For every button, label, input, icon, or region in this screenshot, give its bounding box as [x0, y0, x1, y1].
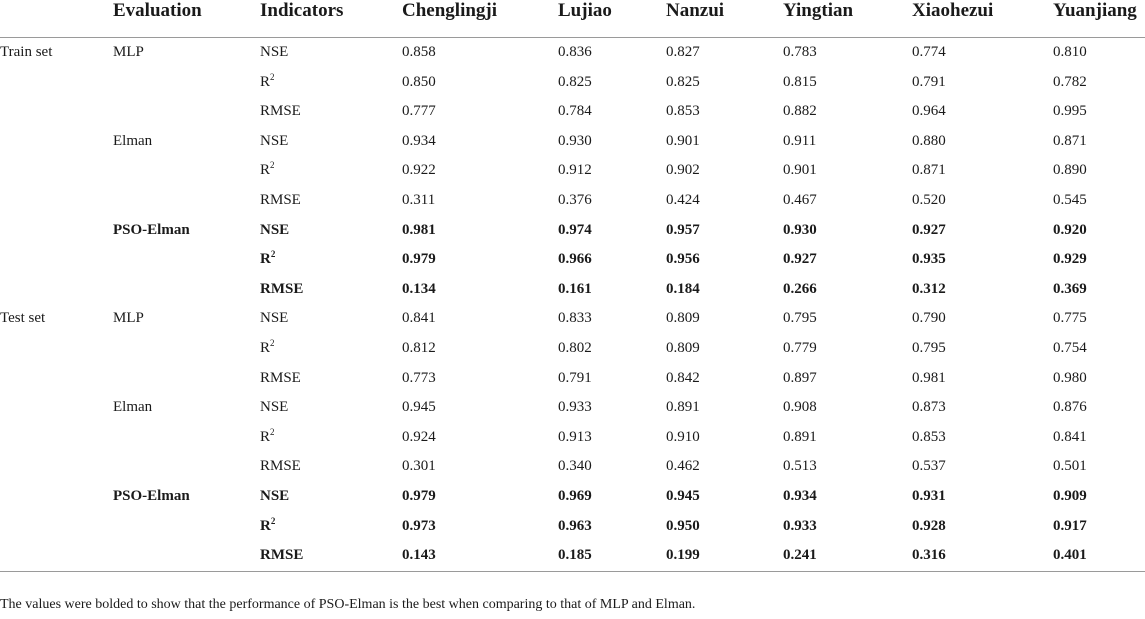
- value-cell: 0.880: [912, 132, 946, 149]
- value-cell: 0.981: [912, 369, 946, 386]
- set-cell: [0, 127, 113, 157]
- model-cell: Elman: [113, 132, 153, 149]
- value-cell: 0.782: [1053, 73, 1087, 90]
- indicator-label: R: [260, 162, 271, 179]
- value-cell: 0.842: [666, 369, 700, 386]
- column-header: Yingtian: [783, 0, 854, 21]
- indicator-label: NSE: [260, 399, 289, 416]
- set-cell: [0, 482, 113, 512]
- indicator-label: RMSE: [260, 280, 304, 297]
- value-cell: 0.853: [666, 103, 700, 120]
- value-cell: 0.871: [1053, 132, 1087, 149]
- table-row: [0, 97, 1145, 127]
- value-cell: 0.777: [402, 103, 436, 120]
- set-cell: [0, 452, 113, 482]
- value-cell: 0.922: [402, 162, 436, 179]
- indicator-cell: [260, 97, 402, 127]
- indicator-cell: [260, 127, 402, 157]
- indicator-cell: [260, 541, 402, 571]
- value-cell: 0.969: [558, 487, 592, 504]
- value-cell: 0.754: [1053, 339, 1087, 356]
- set-cell: [0, 275, 113, 305]
- table-body: [0, 38, 1145, 572]
- value-cell: 0.931: [912, 487, 946, 504]
- model-cell: MLP: [113, 310, 144, 327]
- value-cell: 0.853: [912, 428, 946, 445]
- indicator-superscript: 2: [270, 71, 275, 82]
- value-cell: 0.773: [402, 369, 436, 386]
- value-cell: 0.882: [783, 103, 817, 120]
- value-cell: 0.809: [666, 339, 700, 356]
- value-cell: 0.981: [402, 221, 436, 238]
- value-cell: 0.950: [666, 517, 700, 534]
- indicator-cell: [260, 364, 402, 394]
- value-cell: 0.812: [402, 339, 436, 356]
- indicator-label: NSE: [260, 487, 290, 504]
- value-cell: 0.980: [1053, 369, 1087, 386]
- indicator-cell: [260, 245, 402, 275]
- indicator-superscript: 2: [270, 249, 276, 260]
- indicator-cell: [260, 334, 402, 364]
- value-cell: 0.791: [912, 73, 946, 90]
- model-cell: [113, 97, 260, 127]
- value-cell: 0.873: [912, 399, 946, 416]
- value-cell: 0.809: [666, 310, 700, 327]
- value-cell: 0.369: [1053, 280, 1087, 297]
- value-cell: 0.775: [1053, 310, 1087, 327]
- value-cell: 0.924: [402, 428, 436, 445]
- indicator-superscript: 2: [270, 160, 275, 171]
- set-cell: [0, 186, 113, 216]
- value-cell: 0.143: [402, 547, 436, 564]
- value-cell: 0.945: [402, 399, 436, 416]
- value-cell: 0.791: [558, 369, 592, 386]
- value-cell: 0.784: [558, 103, 592, 120]
- value-cell: 0.927: [783, 251, 817, 268]
- set-cell: [0, 512, 113, 542]
- column-header: Yuanjiang: [1053, 0, 1137, 21]
- value-cell: 0.933: [558, 399, 592, 416]
- value-cell: 0.902: [666, 162, 700, 179]
- value-cell: 0.825: [558, 73, 592, 90]
- value-cell: 0.802: [558, 339, 592, 356]
- value-cell: 0.917: [1053, 517, 1087, 534]
- value-cell: 0.401: [1053, 547, 1087, 564]
- column-header: Evaluation: [113, 0, 202, 21]
- indicator-cell: [260, 393, 402, 423]
- value-cell: 0.928: [912, 517, 946, 534]
- value-cell: 0.910: [666, 428, 700, 445]
- indicator-superscript: 2: [270, 515, 276, 526]
- value-cell: 0.779: [783, 339, 817, 356]
- value-cell: 0.545: [1053, 191, 1087, 208]
- value-cell: 0.185: [558, 547, 592, 564]
- set-cell: [0, 423, 113, 453]
- set-cell: [0, 68, 113, 98]
- value-cell: 0.134: [402, 280, 436, 297]
- indicator-label: R: [260, 73, 271, 90]
- value-cell: 0.810: [1053, 44, 1087, 60]
- table-row: [0, 393, 1145, 423]
- value-cell: 0.301: [402, 458, 436, 475]
- value-cell: 0.890: [1053, 162, 1087, 179]
- value-cell: 0.920: [1053, 221, 1087, 238]
- table-row: [0, 482, 1145, 512]
- indicator-cell: [260, 38, 402, 68]
- value-cell: 0.956: [666, 251, 700, 268]
- indicator-label: NSE: [260, 221, 290, 238]
- value-cell: 0.841: [1053, 428, 1087, 445]
- table-row: [0, 127, 1145, 157]
- value-cell: 0.795: [912, 339, 946, 356]
- value-cell: 0.964: [912, 103, 946, 120]
- value-cell: 0.935: [912, 251, 946, 268]
- column-header: Lujiao: [558, 0, 612, 21]
- value-cell: 0.927: [912, 221, 946, 238]
- indicator-cell: [260, 186, 402, 216]
- table-row: [0, 38, 1145, 68]
- set-cell: Test set: [0, 310, 46, 327]
- value-cell: 0.836: [558, 44, 592, 60]
- model-cell: [113, 423, 260, 453]
- value-cell: 0.312: [912, 280, 946, 297]
- indicator-label: R: [260, 517, 271, 534]
- value-cell: 0.850: [402, 73, 436, 90]
- value-cell: 0.934: [783, 487, 817, 504]
- model-cell: PSO-Elman: [113, 487, 190, 504]
- value-cell: 0.833: [558, 310, 592, 327]
- table-row: [0, 304, 1145, 334]
- value-cell: 0.376: [558, 191, 592, 208]
- table-header: [0, 0, 1145, 38]
- table-row: [0, 216, 1145, 246]
- indicator-label: R: [260, 339, 271, 356]
- set-cell: [0, 156, 113, 186]
- table-row: [0, 512, 1145, 542]
- indicator-label: RMSE: [260, 369, 301, 386]
- table-row: [0, 452, 1145, 482]
- set-cell: [0, 97, 113, 127]
- model-cell: [113, 541, 260, 571]
- indicator-superscript: 2: [270, 426, 275, 437]
- value-cell: 0.340: [558, 458, 592, 475]
- indicator-cell: [260, 216, 402, 246]
- value-cell: 0.827: [666, 44, 700, 60]
- table-row: [0, 275, 1145, 305]
- value-cell: 0.963: [558, 517, 592, 534]
- value-cell: 0.783: [783, 44, 817, 60]
- indicator-cell: [260, 452, 402, 482]
- indicator-superscript: 2: [270, 337, 275, 348]
- value-cell: 0.901: [666, 132, 700, 149]
- model-cell: PSO-Elman: [113, 221, 190, 238]
- table-row: [0, 423, 1145, 453]
- indicator-label: RMSE: [260, 458, 301, 475]
- column-header: Nanzui: [666, 0, 725, 21]
- value-cell: 0.930: [783, 221, 817, 238]
- indicator-label: NSE: [260, 310, 289, 327]
- model-cell: [113, 186, 260, 216]
- column-header: Chenglingji: [402, 0, 498, 21]
- set-cell: [0, 393, 113, 423]
- value-cell: 0.891: [666, 399, 700, 416]
- value-cell: 0.311: [402, 191, 436, 208]
- indicator-label: NSE: [260, 44, 289, 60]
- value-cell: 0.957: [666, 221, 700, 238]
- model-cell: [113, 156, 260, 186]
- indicator-label: NSE: [260, 132, 289, 149]
- value-cell: 0.979: [402, 251, 436, 268]
- value-cell: 0.871: [912, 162, 946, 179]
- value-cell: 0.462: [666, 458, 700, 475]
- set-cell: [0, 334, 113, 364]
- table-row: [0, 334, 1145, 364]
- value-cell: 0.897: [783, 369, 817, 386]
- value-cell: 0.513: [783, 458, 817, 475]
- value-cell: 0.790: [912, 310, 946, 327]
- value-cell: 0.424: [666, 191, 700, 208]
- value-cell: 0.825: [666, 73, 700, 90]
- model-cell: MLP: [113, 44, 144, 60]
- table-footnote: The values were bolded to show that the performance of PSO-Elman is the best when comparing to that of MLP and Elman.: [0, 597, 696, 612]
- model-cell: [113, 334, 260, 364]
- value-cell: 0.930: [558, 132, 592, 149]
- value-cell: 0.501: [1053, 458, 1087, 475]
- table-row: [0, 245, 1145, 275]
- value-cell: 0.467: [783, 191, 817, 208]
- value-cell: 0.316: [912, 547, 946, 564]
- table-row: [0, 68, 1145, 98]
- indicator-label: R: [260, 251, 271, 268]
- value-cell: 0.974: [558, 221, 592, 238]
- set-cell: [0, 364, 113, 394]
- table-row: [0, 186, 1145, 216]
- value-cell: 0.858: [402, 44, 436, 60]
- value-cell: 0.911: [783, 132, 817, 149]
- value-cell: 0.979: [402, 487, 436, 504]
- indicator-cell: [260, 156, 402, 186]
- indicator-label: R: [260, 428, 271, 445]
- value-cell: 0.901: [783, 162, 817, 179]
- value-cell: 0.909: [1053, 487, 1087, 504]
- model-cell: [113, 275, 260, 305]
- value-cell: 0.908: [783, 399, 817, 416]
- column-header: Indicators: [260, 0, 344, 21]
- indicator-cell: [260, 68, 402, 98]
- value-cell: 0.815: [783, 73, 817, 90]
- table-row: [0, 364, 1145, 394]
- model-cell: [113, 245, 260, 275]
- indicator-cell: [260, 482, 402, 512]
- value-cell: 0.945: [666, 487, 700, 504]
- value-cell: 0.537: [912, 458, 946, 475]
- column-header: Xiaohezui: [912, 0, 994, 21]
- value-cell: 0.913: [558, 428, 592, 445]
- indicator-cell: [260, 512, 402, 542]
- indicator-label: RMSE: [260, 103, 301, 120]
- value-cell: 0.199: [666, 547, 700, 564]
- value-cell: 0.929: [1053, 251, 1087, 268]
- value-cell: 0.795: [783, 310, 817, 327]
- value-cell: 0.995: [1053, 103, 1087, 120]
- column-header: [0, 0, 113, 38]
- value-cell: 0.241: [783, 547, 817, 564]
- value-cell: 0.161: [558, 280, 592, 297]
- set-cell: [0, 216, 113, 246]
- indicator-cell: [260, 275, 402, 305]
- value-cell: 0.973: [402, 517, 436, 534]
- value-cell: 0.520: [912, 191, 946, 208]
- model-cell: Elman: [113, 399, 153, 416]
- set-cell: [0, 245, 113, 275]
- model-cell: [113, 68, 260, 98]
- value-cell: 0.266: [783, 280, 817, 297]
- value-cell: 0.876: [1053, 399, 1087, 416]
- header-row: [0, 0, 1145, 38]
- value-cell: 0.933: [783, 517, 817, 534]
- indicator-cell: [260, 423, 402, 453]
- model-cell: [113, 452, 260, 482]
- indicator-label: RMSE: [260, 547, 304, 564]
- value-cell: 0.774: [912, 44, 946, 60]
- value-cell: 0.934: [402, 132, 436, 149]
- model-cell: [113, 364, 260, 394]
- model-cell: [113, 512, 260, 542]
- value-cell: 0.966: [558, 251, 592, 268]
- value-cell: 0.841: [402, 310, 436, 327]
- indicator-label: RMSE: [260, 191, 301, 208]
- set-cell: [0, 541, 113, 571]
- value-cell: 0.891: [783, 428, 817, 445]
- table-row: [0, 156, 1145, 186]
- indicator-cell: [260, 304, 402, 334]
- table-row: [0, 541, 1145, 571]
- set-cell: Train set: [0, 44, 53, 60]
- value-cell: 0.184: [666, 280, 700, 297]
- value-cell: 0.912: [558, 162, 592, 179]
